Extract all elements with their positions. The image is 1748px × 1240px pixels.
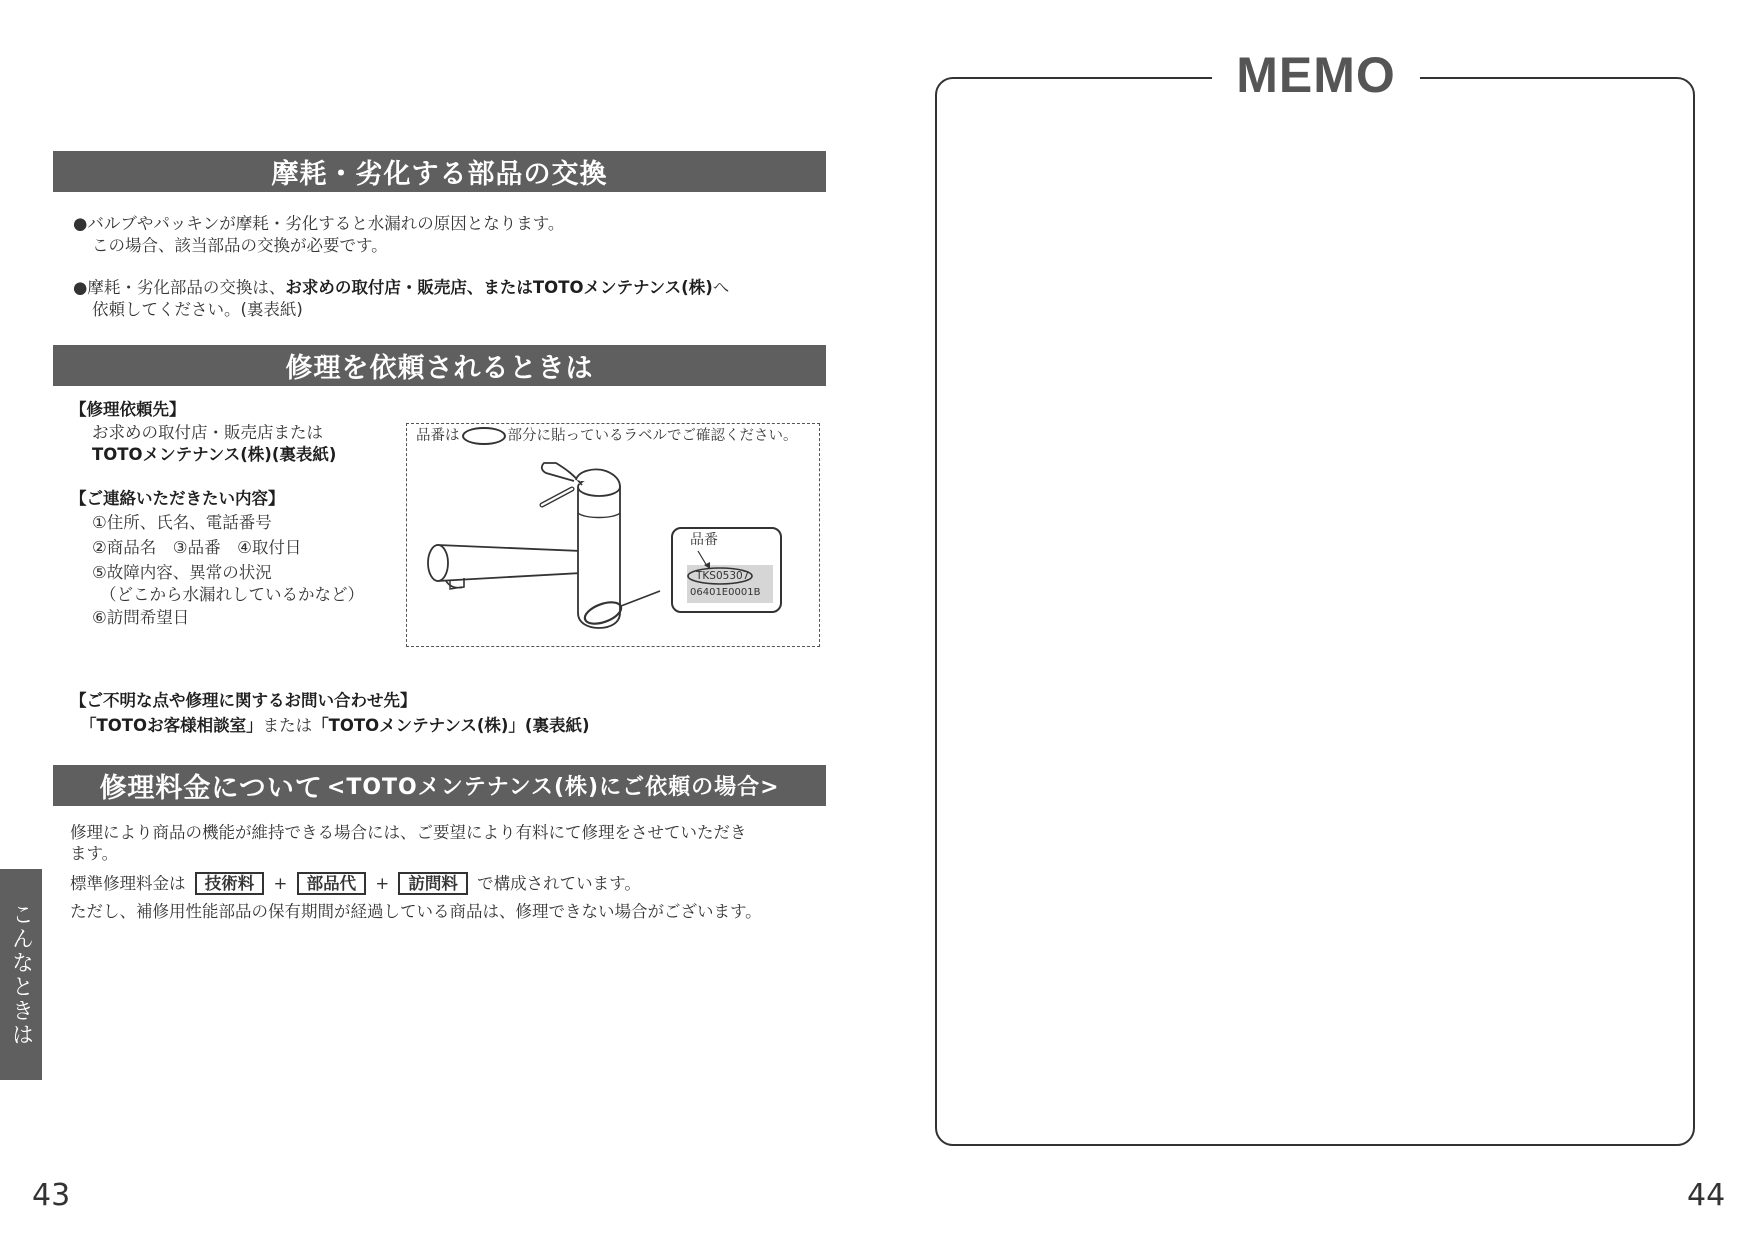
page-number-left: 43 bbox=[32, 1178, 71, 1213]
wear-bullet1-line2: この場合、該当部品の交換が必要です。 bbox=[92, 236, 388, 255]
diagram-caption: 品番は 部分に貼っているラベルでご確認ください。 bbox=[416, 428, 798, 444]
wear-bullet2-line1: ●摩耗・劣化部品の交換は、お求めの取付店・販売店、またはTOTOメンテナンス(株)へ bbox=[73, 278, 730, 297]
fees-line4: ただし、補修用性能部品の保有期間が経過している商品は、修理できない場合がございます。 bbox=[70, 902, 762, 921]
faucet-illustration bbox=[406, 423, 820, 647]
info-item: ⑥訪問希望日 bbox=[92, 608, 190, 627]
wear-bullet1-line1: ●バルブやパッキンが摩耗・劣化すると水漏れの原因となります。 bbox=[73, 214, 565, 233]
label-title: 品番 bbox=[690, 532, 718, 548]
info-heading: 【ご連絡いただきたい内容】 bbox=[70, 489, 285, 508]
memo-box bbox=[935, 77, 1695, 1146]
fee-box-visit: 訪問料 bbox=[398, 872, 468, 895]
inquiry-line: 「TOTOお客様相談室」または「TOTOメンテナンス(株)」(裏表紙) bbox=[80, 716, 590, 735]
label-serial: 06401E0001B bbox=[690, 587, 761, 598]
contact-heading: 【修理依頼先】 bbox=[70, 400, 186, 419]
section-title-wear: 摩耗・劣化する部品の交換 bbox=[53, 151, 826, 192]
contact-line2: TOTOメンテナンス(株)(裏表紙) bbox=[92, 445, 337, 464]
contact-line1: お求めの取付店・販売店または bbox=[92, 423, 323, 442]
fees-line1: 修理により商品の機能が維持できる場合には、ご要望により有料にて修理をさせていただき bbox=[70, 823, 747, 842]
section-title-repair-request: 修理を依頼されるときは bbox=[53, 345, 826, 386]
label-code: TKS05307 bbox=[696, 570, 750, 582]
info-item: （どこから水漏れしているかなど） bbox=[100, 585, 364, 604]
page-number-right: 44 bbox=[1687, 1178, 1726, 1213]
fees-formula: 標準修理料金は 技術料 + 部品代 + 訪問料 で構成されています。 bbox=[70, 874, 641, 893]
inquiry-heading: 【ご不明な点や修理に関するお問い合わせ先】 bbox=[70, 691, 417, 710]
info-item: ⑤故障内容、異常の状況 bbox=[92, 563, 272, 582]
info-item: ①住所、氏名、電話番号 bbox=[92, 513, 272, 532]
side-tab: こんなときは bbox=[0, 869, 42, 1080]
section-title-fees: 修理料金について <TOTOメンテナンス(株)にご依頼の場合> bbox=[53, 765, 826, 806]
fees-line2: ます。 bbox=[70, 844, 119, 863]
memo-title: MEMO bbox=[1212, 46, 1420, 104]
wear-bullet2-line2: 依頼してください。(裏表紙) bbox=[92, 300, 303, 319]
fee-box-technical: 技術料 bbox=[195, 872, 265, 895]
info-item: ②商品名 ③品番 ④取付日 bbox=[92, 538, 302, 557]
fee-box-parts: 部品代 bbox=[297, 872, 367, 895]
